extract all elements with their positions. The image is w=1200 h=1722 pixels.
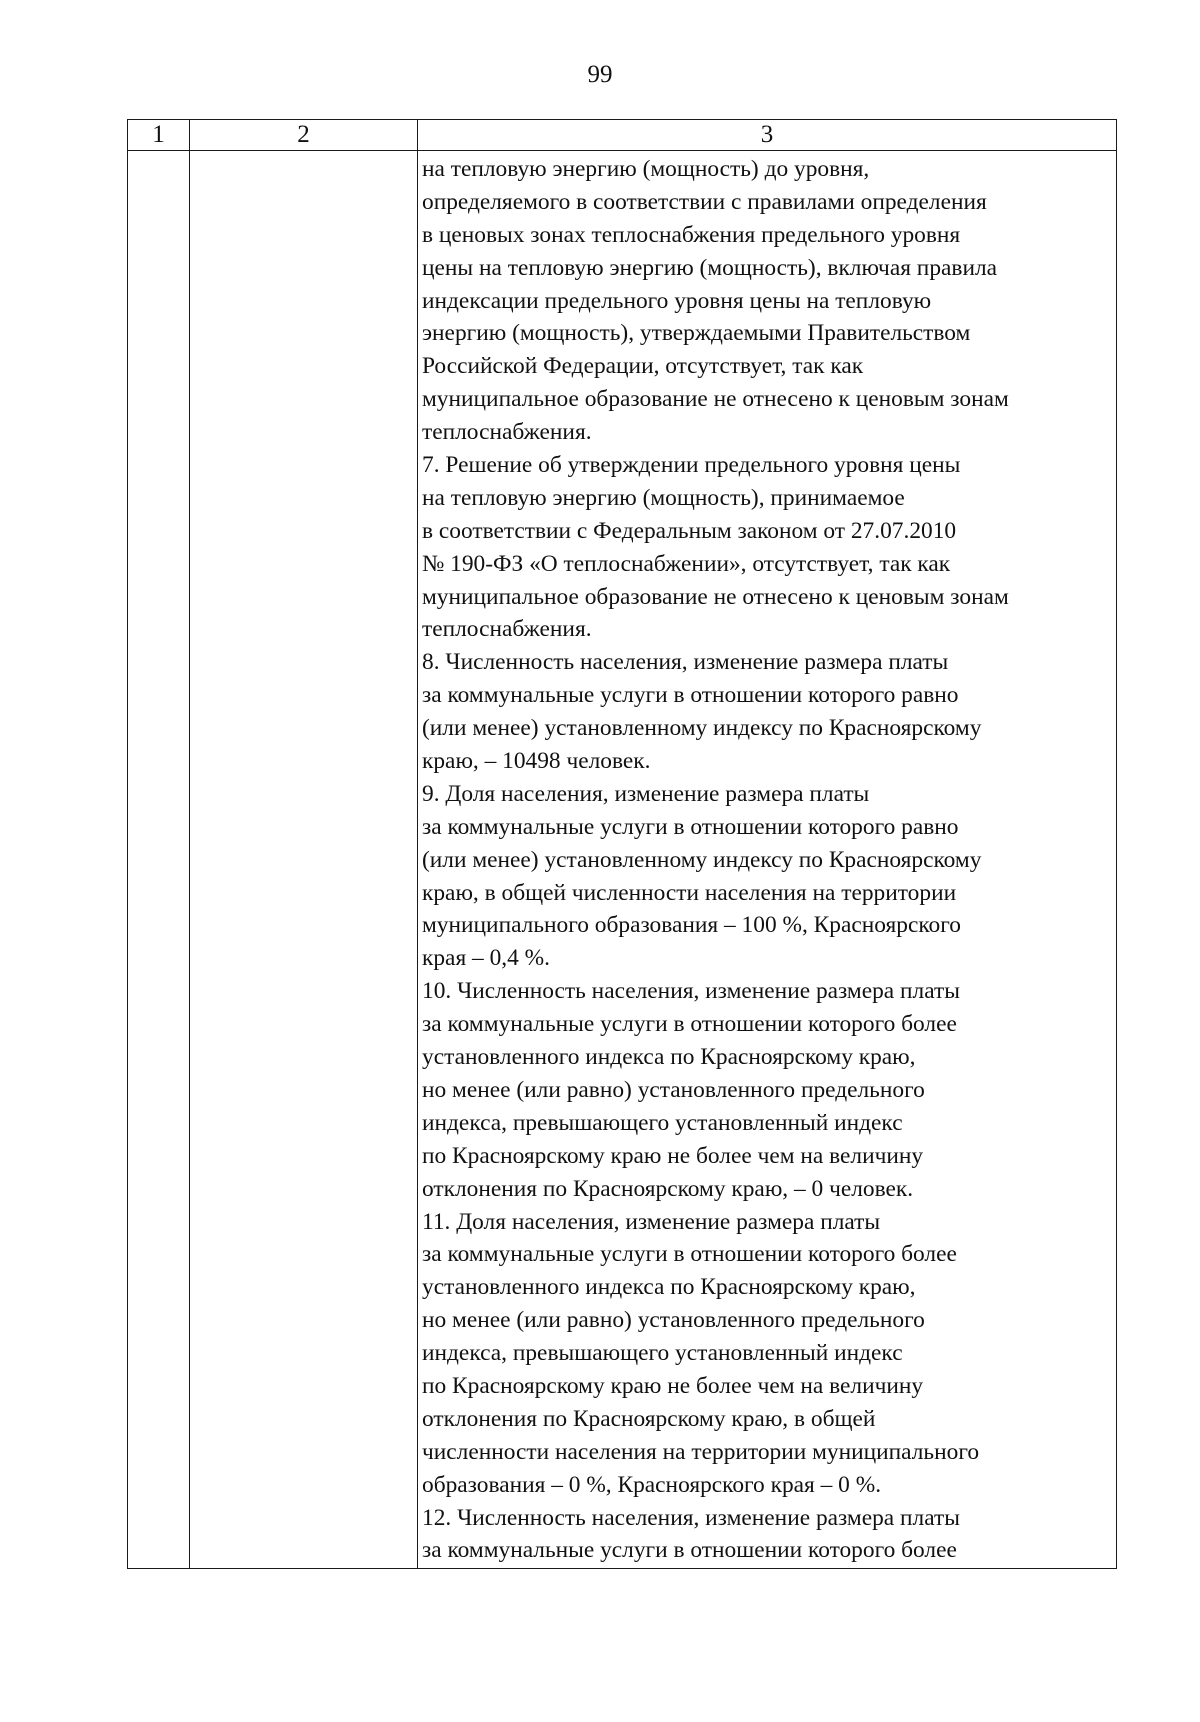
text-line: по Красноярскому краю не более чем на величину (422, 1142, 924, 1169)
text-line: но менее (или равно) установленного предельного (422, 1307, 925, 1334)
text-line: краю, – 10498 человек. (422, 748, 651, 775)
column-3-cell (418, 151, 1117, 1569)
column-header-3: 3 (418, 120, 1117, 151)
column-1-cell (128, 151, 190, 1569)
text-line: теплоснабжения. (422, 419, 592, 446)
text-line: по Красноярскому краю не более чем на величину (422, 1372, 924, 1399)
text-line: краю, в общей численности населения на территории (422, 879, 957, 906)
text-line: индекса, превышающего установленный индекс (422, 1109, 903, 1136)
text-line: энергию (мощность), утверждаемыми Правительством (422, 320, 971, 347)
text-line: установленного индекса по Красноярскому краю, (422, 1044, 916, 1071)
text-line: за коммунальные услуги в отношении которого равно (422, 813, 959, 840)
text-line: (или менее) установленному индексу по Красноярскому (422, 715, 982, 742)
text-line: установленного индекса по Красноярскому краю, (422, 1274, 916, 1301)
text-line: определяемого в соответствии с правилами определения (422, 188, 987, 215)
text-line: 9. Доля населения, изменение размера платы (422, 780, 870, 807)
text-line: цены на тепловую энергию (мощность), включая правила (422, 254, 998, 281)
page-number: 99 (587, 61, 613, 88)
table-header-row (128, 120, 1117, 151)
text-line: 10. Численность населения, изменение размера платы (422, 978, 960, 1005)
document-table (127, 119, 1117, 1569)
text-line: численности населения на территории муниципального (422, 1438, 980, 1465)
text-line: муниципальное образование не отнесено к ценовым зонам (422, 386, 1009, 413)
text-line: 7. Решение об утверждении предельного уровня цены (422, 452, 961, 479)
text-line: муниципального образования – 100 %, Красноярского (422, 912, 961, 939)
text-line: отклонения по Красноярскому краю, – 0 человек. (422, 1175, 914, 1202)
text-line: за коммунальные услуги в отношении которого равно (422, 682, 959, 709)
text-line: 11. Доля населения, изменение размера платы (422, 1208, 881, 1235)
text-line: но менее (или равно) установленного предельного (422, 1076, 925, 1103)
text-line: (или менее) установленному индексу по Красноярскому (422, 846, 982, 873)
text-line: Российской Федерации, отсутствует, так как (422, 353, 864, 380)
text-line: за коммунальные услуги в отношении которого более (422, 1011, 957, 1038)
text-line: образования – 0 %, Красноярского края – 0 %. (422, 1471, 882, 1498)
text-line: муниципальное образование не отнесено к ценовым зонам (422, 583, 1009, 610)
text-line: индексации предельного уровня цены на тепловую (422, 287, 932, 314)
text-line: отклонения по Красноярскому краю, в общей (422, 1405, 876, 1432)
text-line: на тепловую энергию (мощность) до уровня, (422, 156, 870, 182)
text-line: в ценовых зонах теплоснабжения предельного уровня (422, 221, 961, 248)
text-line: за коммунальные услуги в отношении которого более (422, 1537, 957, 1564)
text-line: 12. Численность населения, изменение размера платы (422, 1504, 960, 1531)
column-header-2: 2 (190, 120, 418, 151)
text-line: за коммунальные услуги в отношении которого более (422, 1241, 957, 1268)
text-line: теплоснабжения. (422, 616, 592, 643)
text-line: 8. Численность населения, изменение размера платы (422, 649, 949, 676)
text-line: в соответствии с Федеральным законом от 27.07.2010 (422, 517, 957, 544)
table-row (128, 151, 1117, 1569)
text-line: № 190-ФЗ «О теплоснабжении», отсутствует, так как (422, 550, 951, 577)
text-line: края – 0,4 %. (422, 945, 551, 972)
column-header-1: 1 (128, 120, 190, 151)
column-2-cell (190, 151, 418, 1569)
text-line: на тепловую энергию (мощность), принимаемое (422, 484, 905, 511)
column-3-text (418, 151, 1116, 1568)
text-line: индекса, превышающего установленный индекс (422, 1340, 903, 1367)
